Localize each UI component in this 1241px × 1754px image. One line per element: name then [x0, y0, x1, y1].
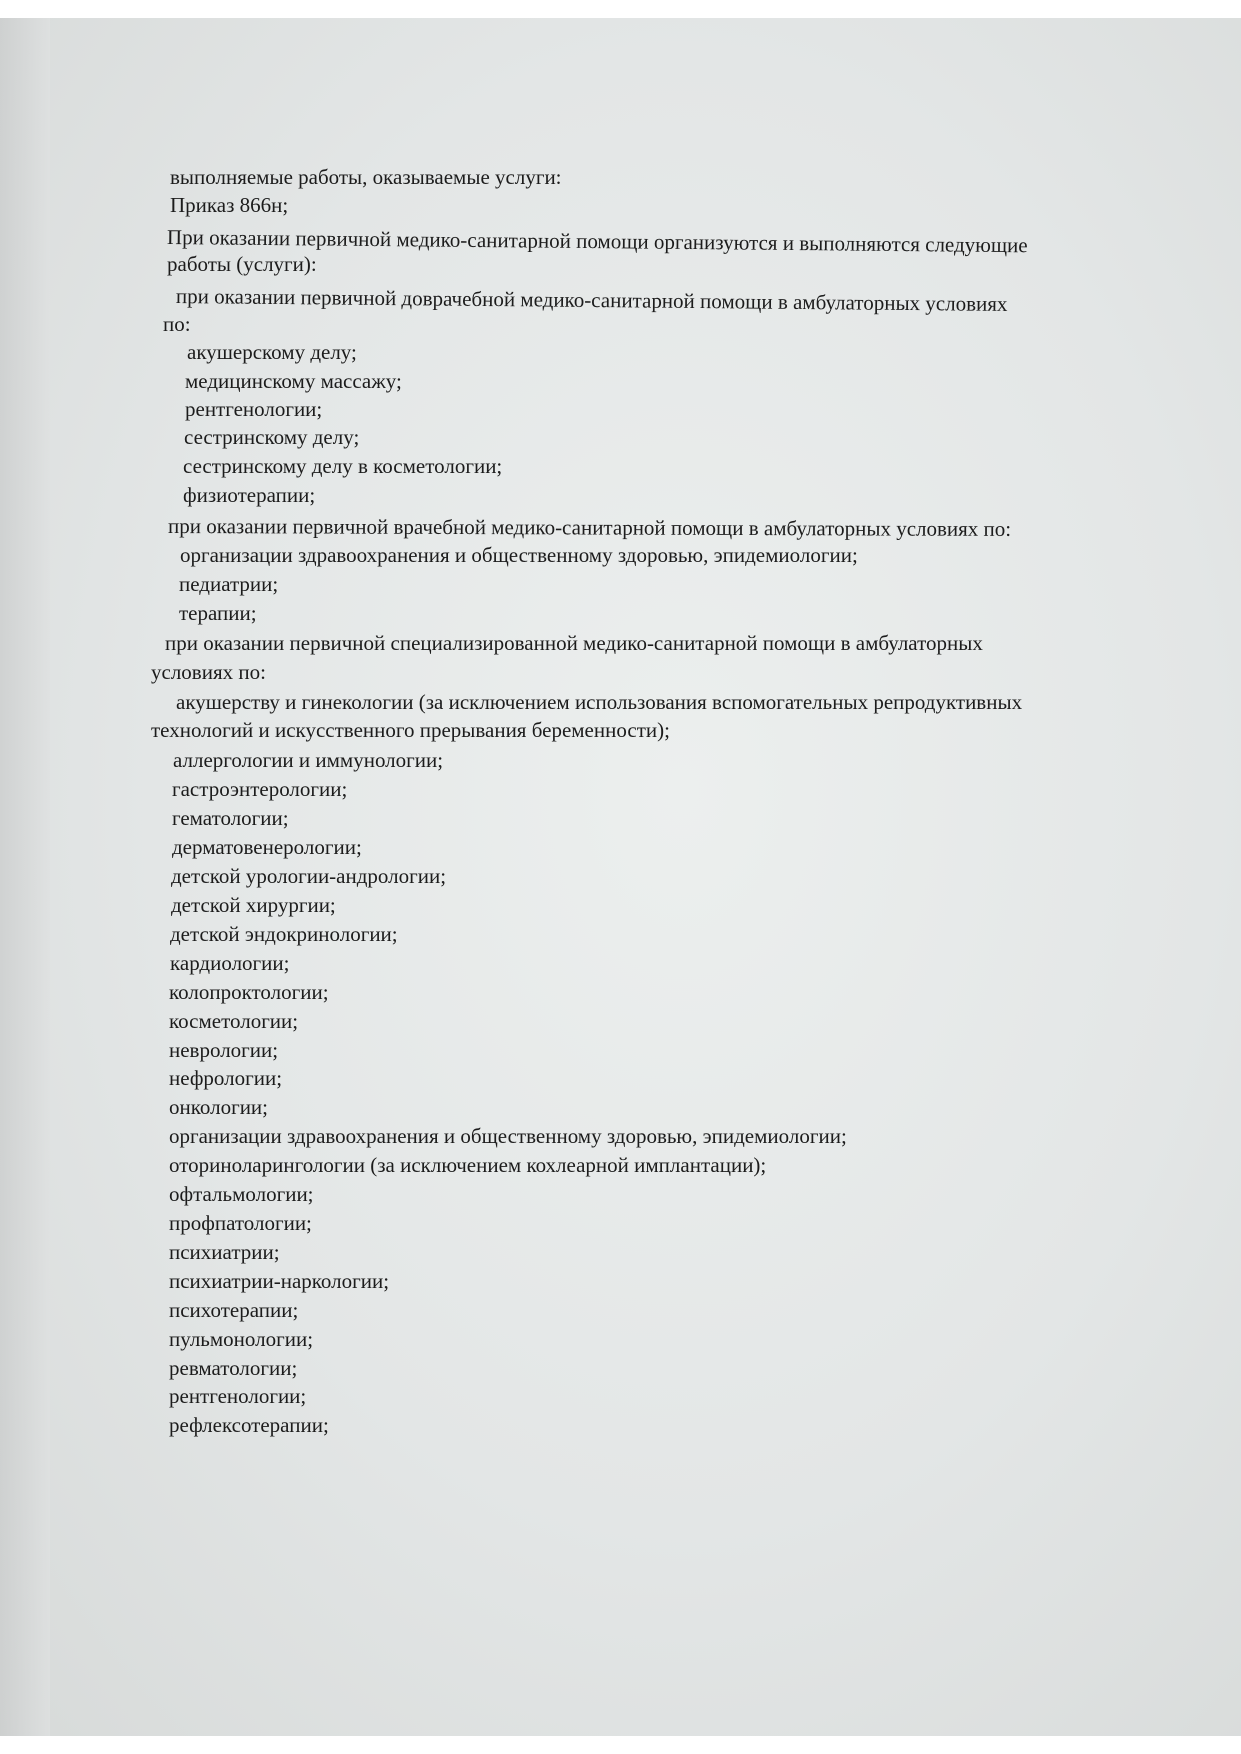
doc-line: гастроэнтерологии;	[172, 777, 348, 801]
doc-line: при оказании первичной доврачебной медико-санитарной помощи в амбулаторных условиях	[175, 284, 1008, 316]
doc-line: пульмонологии;	[169, 1327, 314, 1351]
doc-line: колопроктологии;	[169, 980, 329, 1004]
doc-line: терапии;	[179, 601, 257, 625]
doc-line: педиатрии;	[179, 572, 279, 596]
doc-line: детской урологии-андрологии;	[171, 864, 447, 888]
doc-line: рентгенологии;	[169, 1384, 307, 1408]
doc-line: При оказании первичной медико-санитарной помощи организуются и выполняются следующие	[166, 225, 1028, 258]
doc-line: офтальмологии;	[169, 1182, 314, 1206]
document-text	[0, 18, 1241, 1736]
doc-line: сестринскому делу в косметологии;	[183, 454, 503, 478]
doc-line: психиатрии;	[169, 1240, 280, 1264]
doc-line: неврологии;	[169, 1038, 279, 1062]
doc-line: организации здравоохранения и общественному здоровью, эпидемиологии;	[169, 1124, 847, 1148]
doc-line: выполняемые работы, оказываемые услуги:	[170, 165, 562, 189]
doc-line: профпатологии;	[169, 1211, 312, 1235]
doc-line: ревматологии;	[169, 1356, 298, 1380]
doc-line: детской хирургии;	[171, 893, 336, 917]
doc-line: по:	[163, 312, 191, 336]
doc-line: гематологии;	[172, 806, 289, 830]
doc-line: детской эндокринологии;	[170, 922, 398, 946]
doc-line: при оказании первичной врачебной медико-санитарной помощи в амбулаторных условиях по:	[167, 514, 1012, 541]
doc-line: акушерству и гинекологии (за исключением использования вспомогательных репродуктивных	[176, 690, 1023, 714]
doc-line: при оказании первичной специализированной медико-санитарной помощи в амбулаторных	[165, 631, 983, 655]
doc-line: психиатрии-наркологии;	[169, 1269, 390, 1293]
doc-line: технологий и искусственного прерывания беременности);	[151, 718, 670, 742]
doc-line: акушерскому делу;	[187, 340, 357, 364]
doc-line: нефрологии;	[169, 1066, 283, 1090]
document-sheet	[0, 18, 1241, 1736]
doc-line: кардиологии;	[170, 951, 290, 975]
doc-line: аллергологии и иммунологии;	[173, 748, 444, 772]
doc-line: дерматовенерологии;	[172, 835, 362, 859]
doc-line: психотерапии;	[169, 1298, 299, 1322]
doc-line: рефлексотерапии;	[169, 1413, 329, 1437]
doc-line: организации здравоохранения и общественному здоровью, эпидемиологии;	[180, 543, 858, 567]
doc-line: рентгенологии;	[185, 397, 323, 421]
doc-line: онкологии;	[169, 1095, 269, 1119]
doc-line: оториноларингологии (за исключением кохлеарной имплантации);	[169, 1153, 767, 1177]
doc-line: косметологии;	[169, 1009, 299, 1033]
doc-line: работы (услуги):	[167, 252, 317, 276]
doc-line: Приказ 866н;	[170, 193, 289, 217]
doc-line: условиях по:	[151, 660, 266, 684]
doc-line: медицинскому массажу;	[185, 369, 402, 393]
doc-line: физиотерапии;	[183, 483, 316, 507]
doc-line: сестринскому делу;	[184, 425, 360, 449]
